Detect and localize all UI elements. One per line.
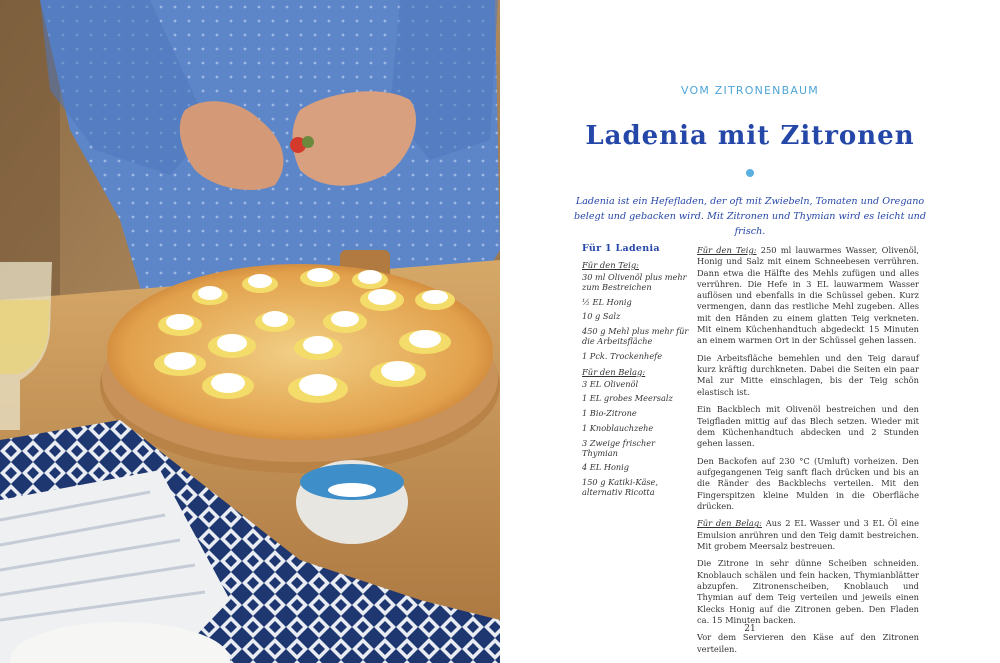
method-text: 250 ml lauwarmes Wasser, Olivenöl, Honig und Salz mit einem Schneebesen verrühren. Dann etwa die Hälfte des Mehls zufügen und alles verrühren. Die Hefe in 3 EL lauwarmem Wasser auflösen und ebenfalls in die Schüssel geben. Kurz vermengen, dann das restliche Mehl zugeben. Alles mit den Händen zu einem glatten Teig verkneten. Mit einem Küchenhandtuch abgedeckt 15 Minuten an einem warmen Ort in der Schüssel gehen lassen.: [697, 245, 920, 346]
ingredient-item: 1 EL grobes Meersalz: [582, 393, 673, 404]
recipe-page: [500, 0, 1000, 663]
method-step: [697, 245, 919, 347]
dough-heading: Für den Teig:: [582, 260, 639, 270]
ingredient-item: 1 Knoblauchzehe: [582, 422, 654, 433]
ingredient-item: 1 Pck. Trockenhefe: [582, 350, 663, 361]
method-lead-dough: Für den Teig:: [697, 245, 757, 255]
method-lead-topping: Für den Belag:: [697, 518, 762, 529]
ingredients-column: [582, 243, 690, 502]
ingredient-item: 10 g Salz: [582, 311, 621, 322]
ingredient-item: 3 EL Olivenöl: [582, 378, 639, 389]
method-step: Vor dem Servieren den Käse auf den Zitronen verteilen.: [697, 632, 919, 654]
ingredients-title: Für 1 Ladenia: [582, 243, 660, 254]
method-step: Die Arbeitsfläche bemehlen und den Teig darauf kurz kräftig durchkneten. Dabei die Seiten ein paar Mal zur Mitte einschlagen, bis der Teig schön elastisch ist.: [697, 352, 919, 397]
ingredient-item: 1 Bio-Zitrone: [582, 408, 637, 419]
ingredient-item: ½ EL Honig: [582, 296, 632, 307]
method-step: [697, 518, 919, 552]
ingredient-item: 4 EL Honig: [582, 462, 630, 473]
ingredient-item: 30 ml Olivenöl plus mehr zum Bestreichen: [582, 272, 687, 292]
ingredient-item: 150 g Katiki-Käse, alternativ Ricotta: [582, 476, 658, 497]
recipe-intro: Ladenia ist ein Hefefladen, der oft mit Zwiebeln, Tomaten und Oregano belegt und gebacken wird. Mit Zitronen und Thymian wird es leicht und frisch.: [573, 196, 926, 237]
page-number: 21: [744, 624, 756, 634]
method-column: [697, 245, 919, 661]
recipe-title: Ladenia mit Zitronen: [585, 121, 915, 151]
ingredient-item: 3 Zweige frischer Thymian: [582, 437, 656, 458]
salt-bowl: [296, 460, 408, 544]
method-text: Aus 2 EL Wasser und 3 EL Öl eine Emulsion anrühren und den Teig damit bestreichen. Mit grobem Meersalz bestreuen.: [697, 518, 919, 551]
method-step: Ein Backblech mit Olivenöl bestreichen und den Teigfladen mittig auf das Blech setzen. Wieder mit dem Küchenhandtuch abdecken und 2 Stunden gehen lassen.: [697, 404, 919, 449]
method-step: Den Backofen auf 230 °C (Umluft) vorheizen. Den aufgegangenen Teig sanft flach drücken und bis an die Ränder des Backblechs verteilen. Mit den Fingerspitzen kleine Mulden in die Oberfläche drücken.: [697, 455, 919, 511]
decorative-dot: [746, 169, 754, 177]
chapter-kicker: VOM ZITRONENBAUM: [681, 84, 819, 97]
method-step: Die Zitrone in sehr dünne Scheiben schneiden. Knoblauch schälen und fein hacken, Thymianblätter abzupfen. Zitronenscheiben, Knoblauch und Thymian auf dem Teig verteilen und jeweils einen Klecks Honig auf die Zitronen geben. Den Fladen ca. 15 Minuten backen.: [697, 558, 919, 625]
ingredient-item: 450 g Mehl plus mehr für die Arbeitsfläche: [582, 326, 689, 347]
topping-heading: Für den Belag:: [582, 366, 646, 377]
